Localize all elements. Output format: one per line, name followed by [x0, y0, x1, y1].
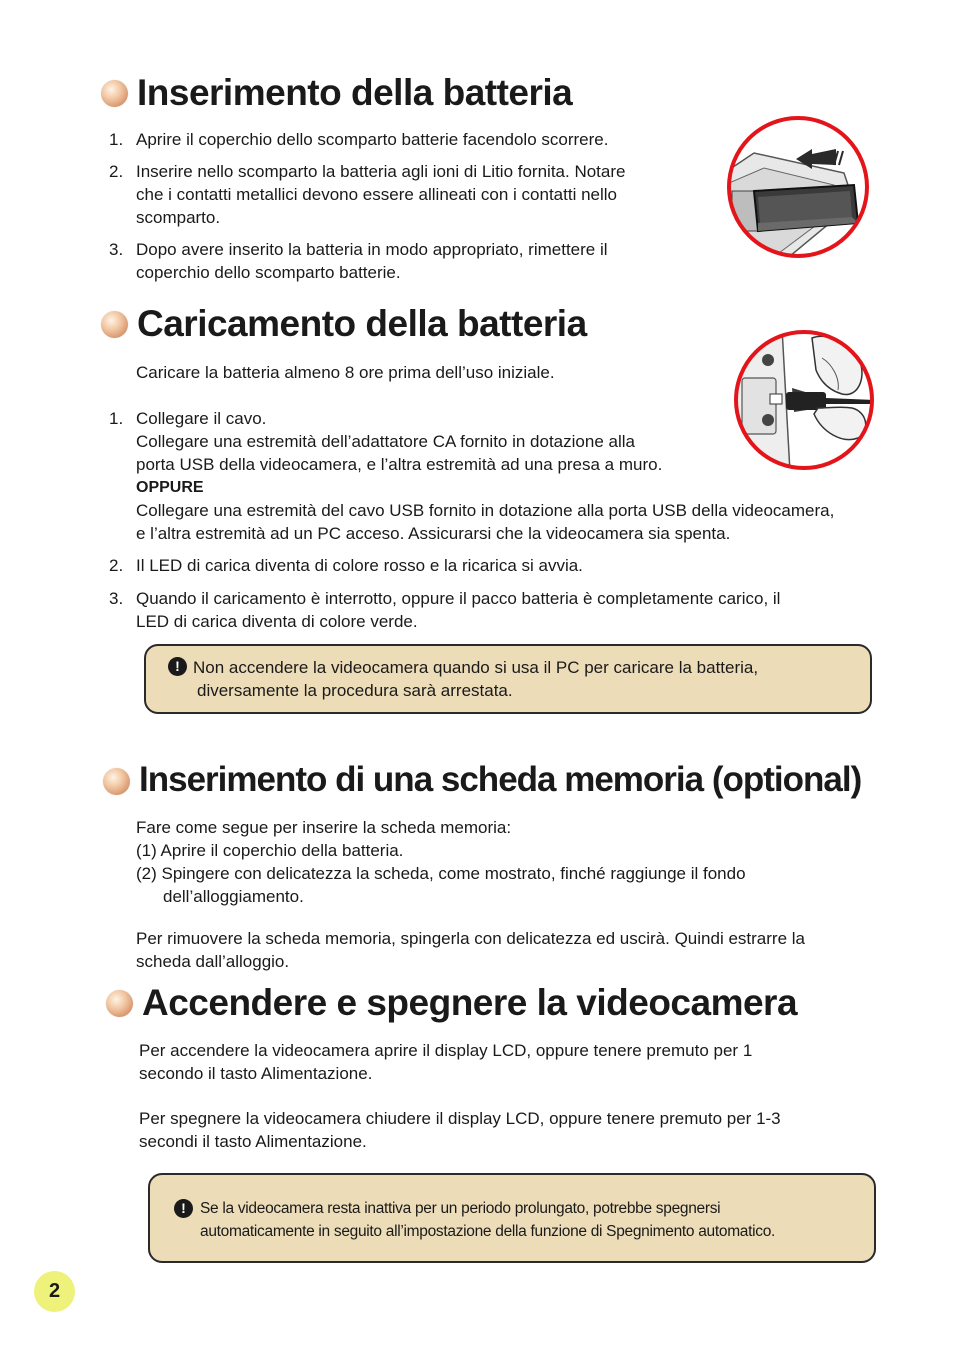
list-item-text	[136, 128, 608, 151]
section-bullet-icon	[106, 990, 133, 1017]
list-item-text	[136, 160, 625, 229]
list-item-text	[136, 407, 834, 545]
text-line: LED di carica diventa di colore verde.	[136, 612, 418, 631]
power-on-text	[139, 1039, 752, 1085]
warning-note-text	[200, 1197, 775, 1243]
text-line: diversamente la procedura sarà arrestata.	[197, 681, 513, 700]
warning-note-text	[193, 656, 758, 702]
battery-insertion-illustration	[724, 113, 872, 261]
text-line: secondo il tasto Alimentazione.	[139, 1064, 373, 1083]
text-line: porta USB della videocamera, e l’altra estremità ad una presa a muro.	[136, 455, 663, 474]
list-number: 1.	[109, 409, 124, 428]
section-title-memory-card: Inserimento di una scheda memoria (optional)	[139, 760, 862, 799]
section-title-battery-charging: Caricamento della batteria	[137, 303, 587, 344]
text-line: Dopo avere inserito la batteria in modo appropriato, rimettere il	[136, 240, 608, 259]
usb-cable-illustration	[732, 328, 876, 472]
warning-icon: !	[174, 1199, 193, 1218]
text-line: Quando il caricamento è interrotto, oppure il pacco batteria è completamente carico, il	[136, 589, 781, 608]
warning-icon: !	[168, 657, 187, 676]
text-line: (1) Aprire il coperchio della batteria.	[136, 841, 404, 860]
text-line: Fare come segue per inserire la scheda memoria:	[136, 818, 512, 837]
text-line: dell’alloggiamento.	[163, 887, 304, 906]
text-line: Aprire il coperchio dello scomparto batterie facendolo scorrere.	[136, 130, 609, 149]
text-line: Per accendere la videocamera aprire il display LCD, oppure tenere premuto per 1	[139, 1041, 753, 1060]
warning-note	[144, 644, 872, 714]
text-line: Collegare una estremità del cavo USB fornito in dotazione alla porta USB della videocamera,	[136, 501, 835, 520]
section-bullet-icon	[101, 80, 128, 107]
section-bullet-icon	[101, 311, 128, 338]
list-item-text	[136, 238, 608, 284]
list-item-text	[136, 587, 780, 633]
text-line: Se la videocamera resta inattiva per un periodo prolungato, potrebbe spegnersi	[200, 1200, 721, 1217]
text-line: scomparto.	[136, 208, 221, 227]
section-title-battery-insert: Inserimento della batteria	[137, 72, 573, 113]
charging-intro: Caricare la batteria almeno 8 ore prima dell’uso iniziale.	[136, 363, 555, 382]
text-line: Collegare il cavo.	[136, 409, 267, 428]
list-item-text: Il LED di carica diventa di colore rosso e la ricarica si avvia.	[136, 556, 583, 575]
text-line: (2) Spingere con delicatezza la scheda, come mostrato, finché raggiunge il fondo	[136, 864, 746, 883]
text-line: Per rimuovere la scheda memoria, spingerla con delicatezza ed uscirà. Quindi estrarre la	[136, 929, 805, 948]
memory-card-steps	[136, 816, 746, 908]
power-off-text	[139, 1107, 781, 1153]
oppure-label: OPPURE	[136, 479, 204, 496]
list-number: 2.	[109, 162, 124, 181]
page-number-badge: 2	[34, 1271, 75, 1312]
text-line: Collegare una estremità dell’adattatore CA fornito in dotazione alla	[136, 432, 635, 451]
text-line: e l’altra estremità ad un PC acceso. Assicurarsi che la videocamera sia spenta.	[136, 524, 731, 543]
text-line: coperchio dello scomparto batterie.	[136, 263, 401, 282]
text-line: Non accendere la videocamera quando si usa il PC per caricare la batteria,	[193, 658, 759, 677]
text-line: secondi il tasto Alimentazione.	[139, 1132, 367, 1151]
warning-note	[148, 1173, 876, 1263]
memory-card-remove	[136, 927, 805, 973]
text-line: automaticamente in seguito all’impostazione della funzione di Spegnimento automatico.	[200, 1223, 776, 1240]
text-line: scheda dall’alloggio.	[136, 952, 290, 971]
text-line: Per spegnere la videocamera chiudere il display LCD, oppure tenere premuto per 1-3	[139, 1109, 781, 1128]
section-title-power: Accendere e spegnere la videocamera	[142, 982, 798, 1023]
list-number: 3.	[109, 589, 124, 608]
section-bullet-icon	[103, 768, 130, 795]
text-line: Inserire nello scomparto la batteria agli ioni di Litio fornita. Notare	[136, 162, 626, 181]
list-number: 3.	[109, 240, 124, 259]
text-line: che i contatti metallici devono essere allineati con i contatti nello	[136, 185, 617, 204]
list-number: 2.	[109, 556, 124, 575]
list-number: 1.	[109, 130, 124, 149]
